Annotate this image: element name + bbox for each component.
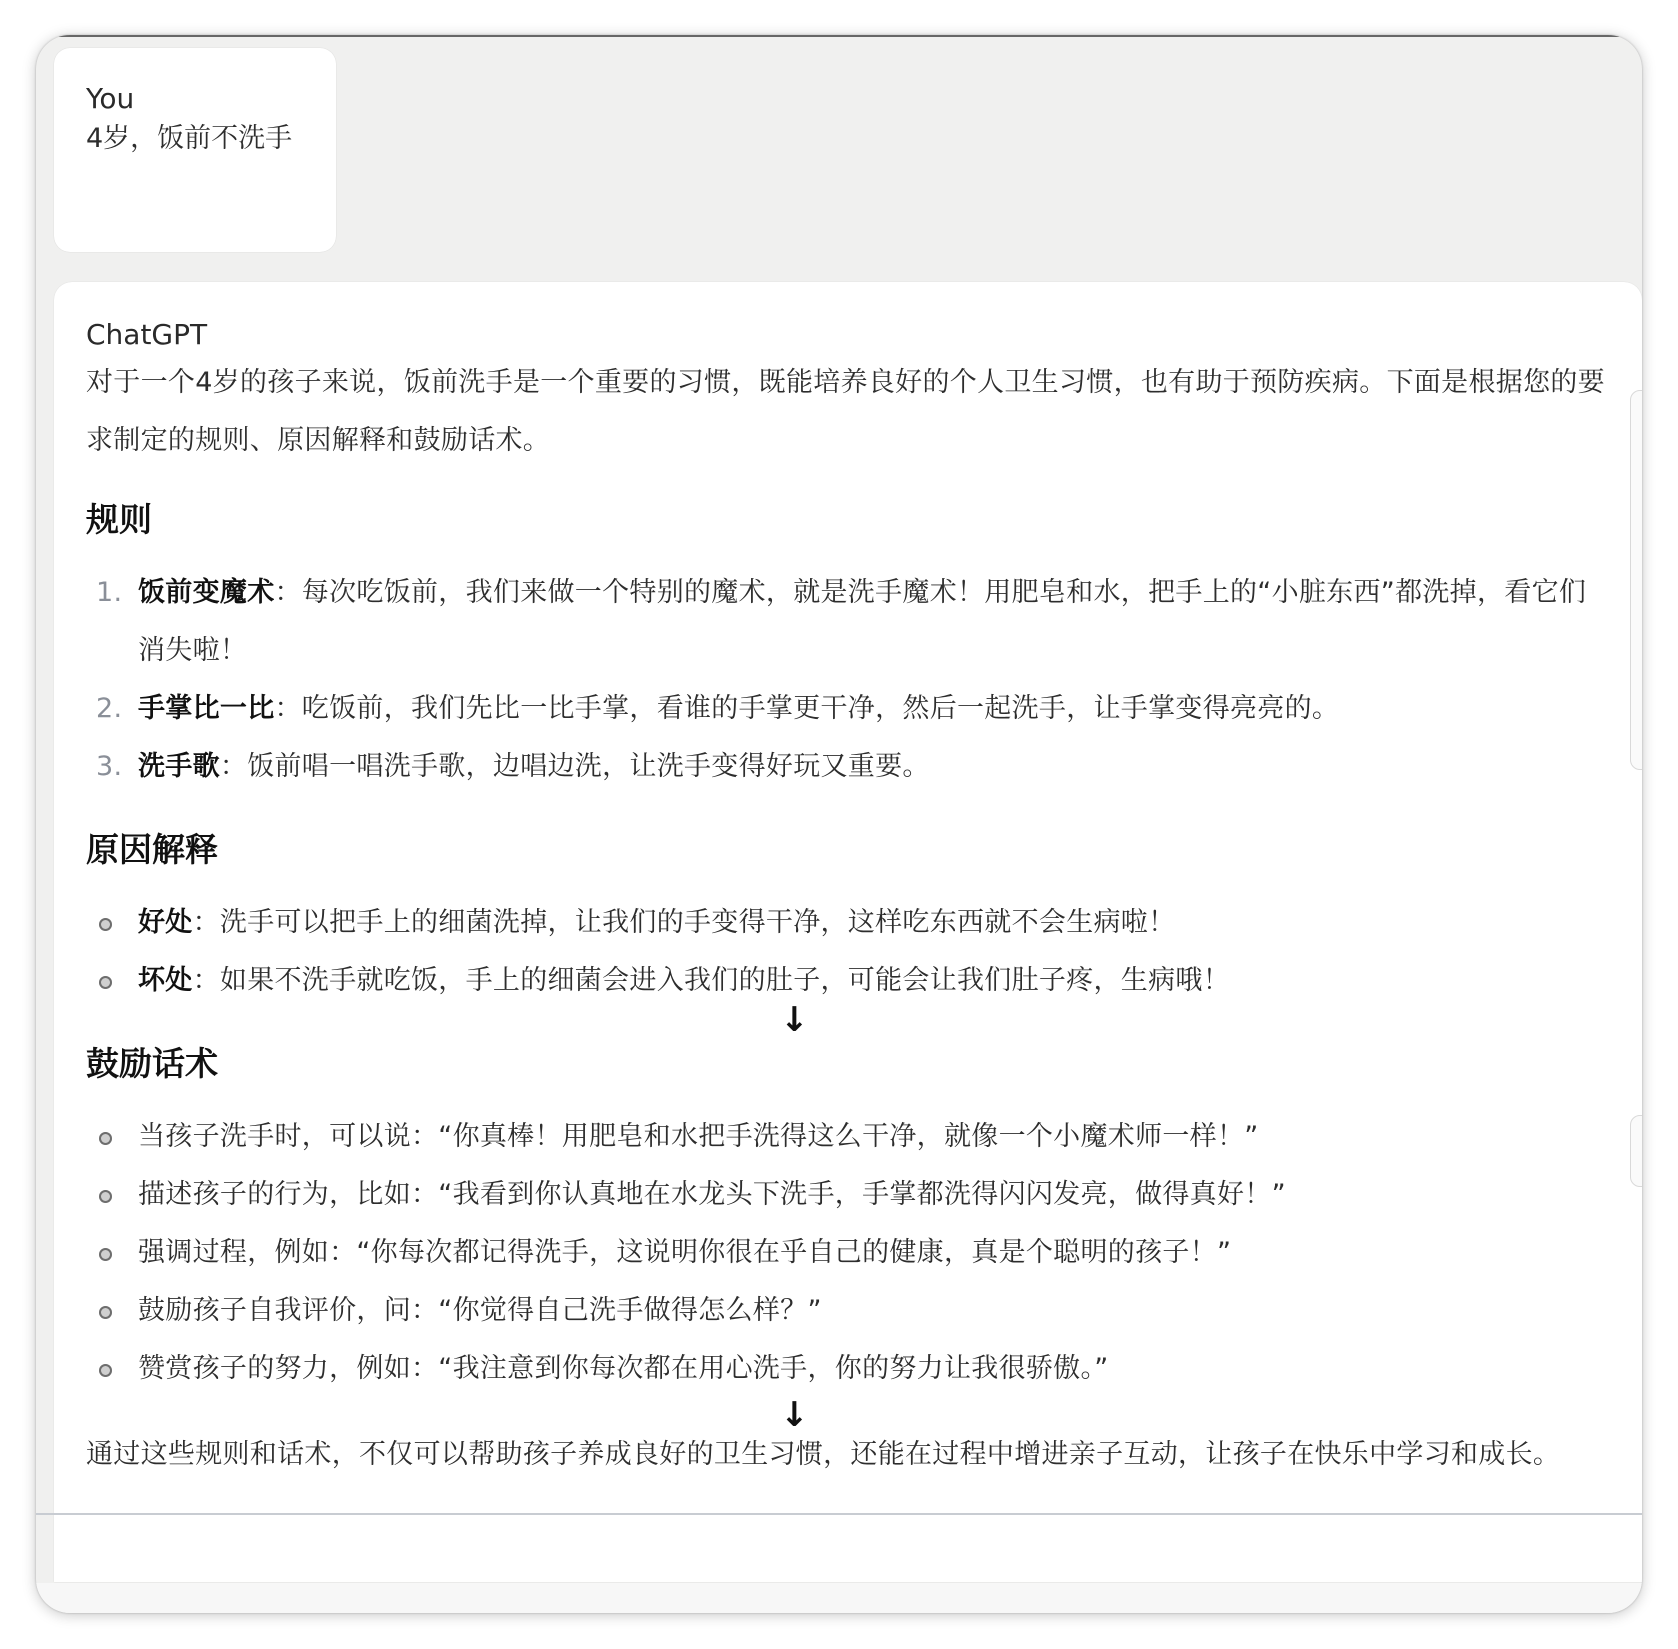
user-author-label: You [86, 82, 135, 115]
bullet-icon [99, 1248, 112, 1261]
rule-item [86, 680, 1606, 738]
encouragement-item [86, 1224, 1606, 1282]
rule-text: ：吃饭前，我们先比一比手掌，看谁的手掌更干净，然后一起洗手，让手掌变得亮亮的。 [274, 693, 1340, 724]
rule-label: 手掌比一比 [138, 693, 275, 724]
encouragement-item [86, 1108, 1606, 1166]
scroll-down-arrow-icon[interactable]: ↓ [780, 1000, 809, 1040]
user-message-text: 4岁，饭前不洗手 [86, 123, 293, 154]
reason-label: 好处 [138, 907, 193, 938]
reason-label: 坏处 [138, 965, 193, 996]
bullet-icon [99, 918, 112, 931]
rule-item [86, 564, 1606, 680]
chat-window [36, 35, 1642, 1613]
assistant-intro: 对于一个4岁的孩子来说，饭前洗手是一个重要的习惯，既能培养良好的个人卫生习惯，也有助于预防疾病。下面是根据您的要求制定的规则、原因解释和鼓励话术。 [86, 367, 1605, 456]
encouragement-text: 当孩子洗手时，可以说：“你真棒！用肥皂和水把手洗得这么干净，就像一个小魔术师一样！” [138, 1121, 1259, 1152]
reason-text: ：如果不洗手就吃饭，手上的细菌会进入我们的肚子，可能会让我们肚子疼，生病哦！ [192, 965, 1231, 996]
bullet-icon [99, 1364, 112, 1377]
bullet-icon [99, 976, 112, 989]
right-side-panel-handle[interactable] [1630, 390, 1642, 770]
rule-item [86, 738, 1606, 796]
rules-heading: 规则 [86, 500, 152, 539]
rule-number: 3. [96, 751, 123, 782]
encouragement-text: 强调过程，例如：“你每次都记得洗手，这说明你很在乎自己的健康，真是个聪明的孩子！” [138, 1237, 1232, 1268]
reason-item [86, 894, 1606, 952]
bullet-icon [99, 1306, 112, 1319]
rule-text: ：每次吃饭前，我们来做一个特别的魔术，就是洗手魔术！用肥皂和水，把手上的“小脏东西”都洗掉，看它们消失啦！ [138, 577, 1587, 666]
bullet-icon [99, 1132, 112, 1145]
rule-number: 2. [96, 693, 123, 724]
encouragement-heading: 鼓励话术 [86, 1044, 218, 1083]
rule-text: ：饭前唱一唱洗手歌，边唱边洗，让洗手变得好玩又重要。 [219, 751, 930, 782]
encouragement-text: 鼓励孩子自我评价，问：“你觉得自己洗手做得怎么样？” [138, 1295, 822, 1326]
assistant-author-label: ChatGPT [86, 318, 208, 351]
window-top-edge [36, 35, 1642, 37]
rule-label: 饭前变魔术 [138, 577, 275, 608]
input-area-divider [36, 1513, 1642, 1515]
reason-text: ：洗手可以把手上的细菌洗掉，让我们的手变得干净，这样吃东西就不会生病啦！ [192, 907, 1176, 938]
right-side-panel-handle[interactable] [1630, 1115, 1642, 1187]
encouragement-item [86, 1166, 1606, 1224]
rule-number: 1. [96, 577, 123, 608]
rule-label: 洗手歌 [138, 751, 220, 782]
assistant-conclusion: 通过这些规则和话术，不仅可以帮助孩子养成良好的卫生习惯，还能在过程中增进亲子互动，让孩子在快乐中学习和成长。 [86, 1439, 1561, 1470]
bottom-input-area[interactable] [36, 1583, 1642, 1613]
encouragement-text: 描述孩子的行为，比如：“我看到你认真地在水龙头下洗手，手掌都洗得闪闪发亮，做得真好！” [138, 1179, 1286, 1210]
reasons-list [86, 894, 1606, 1010]
encouragement-item [86, 1340, 1606, 1398]
assistant-message-card [54, 282, 1642, 1582]
scroll-to-bottom-arrow-icon[interactable]: ↓ [780, 1395, 809, 1435]
reason-item [86, 952, 1606, 1010]
user-message-card [54, 48, 336, 252]
reasons-heading: 原因解释 [86, 830, 218, 869]
encouragement-list [86, 1108, 1606, 1398]
rules-list [86, 564, 1606, 796]
bullet-icon [99, 1190, 112, 1203]
encouragement-item [86, 1282, 1606, 1340]
encouragement-text: 赞赏孩子的努力，例如：“我注意到你每次都在用心洗手，你的努力让我很骄傲。” [138, 1353, 1109, 1384]
